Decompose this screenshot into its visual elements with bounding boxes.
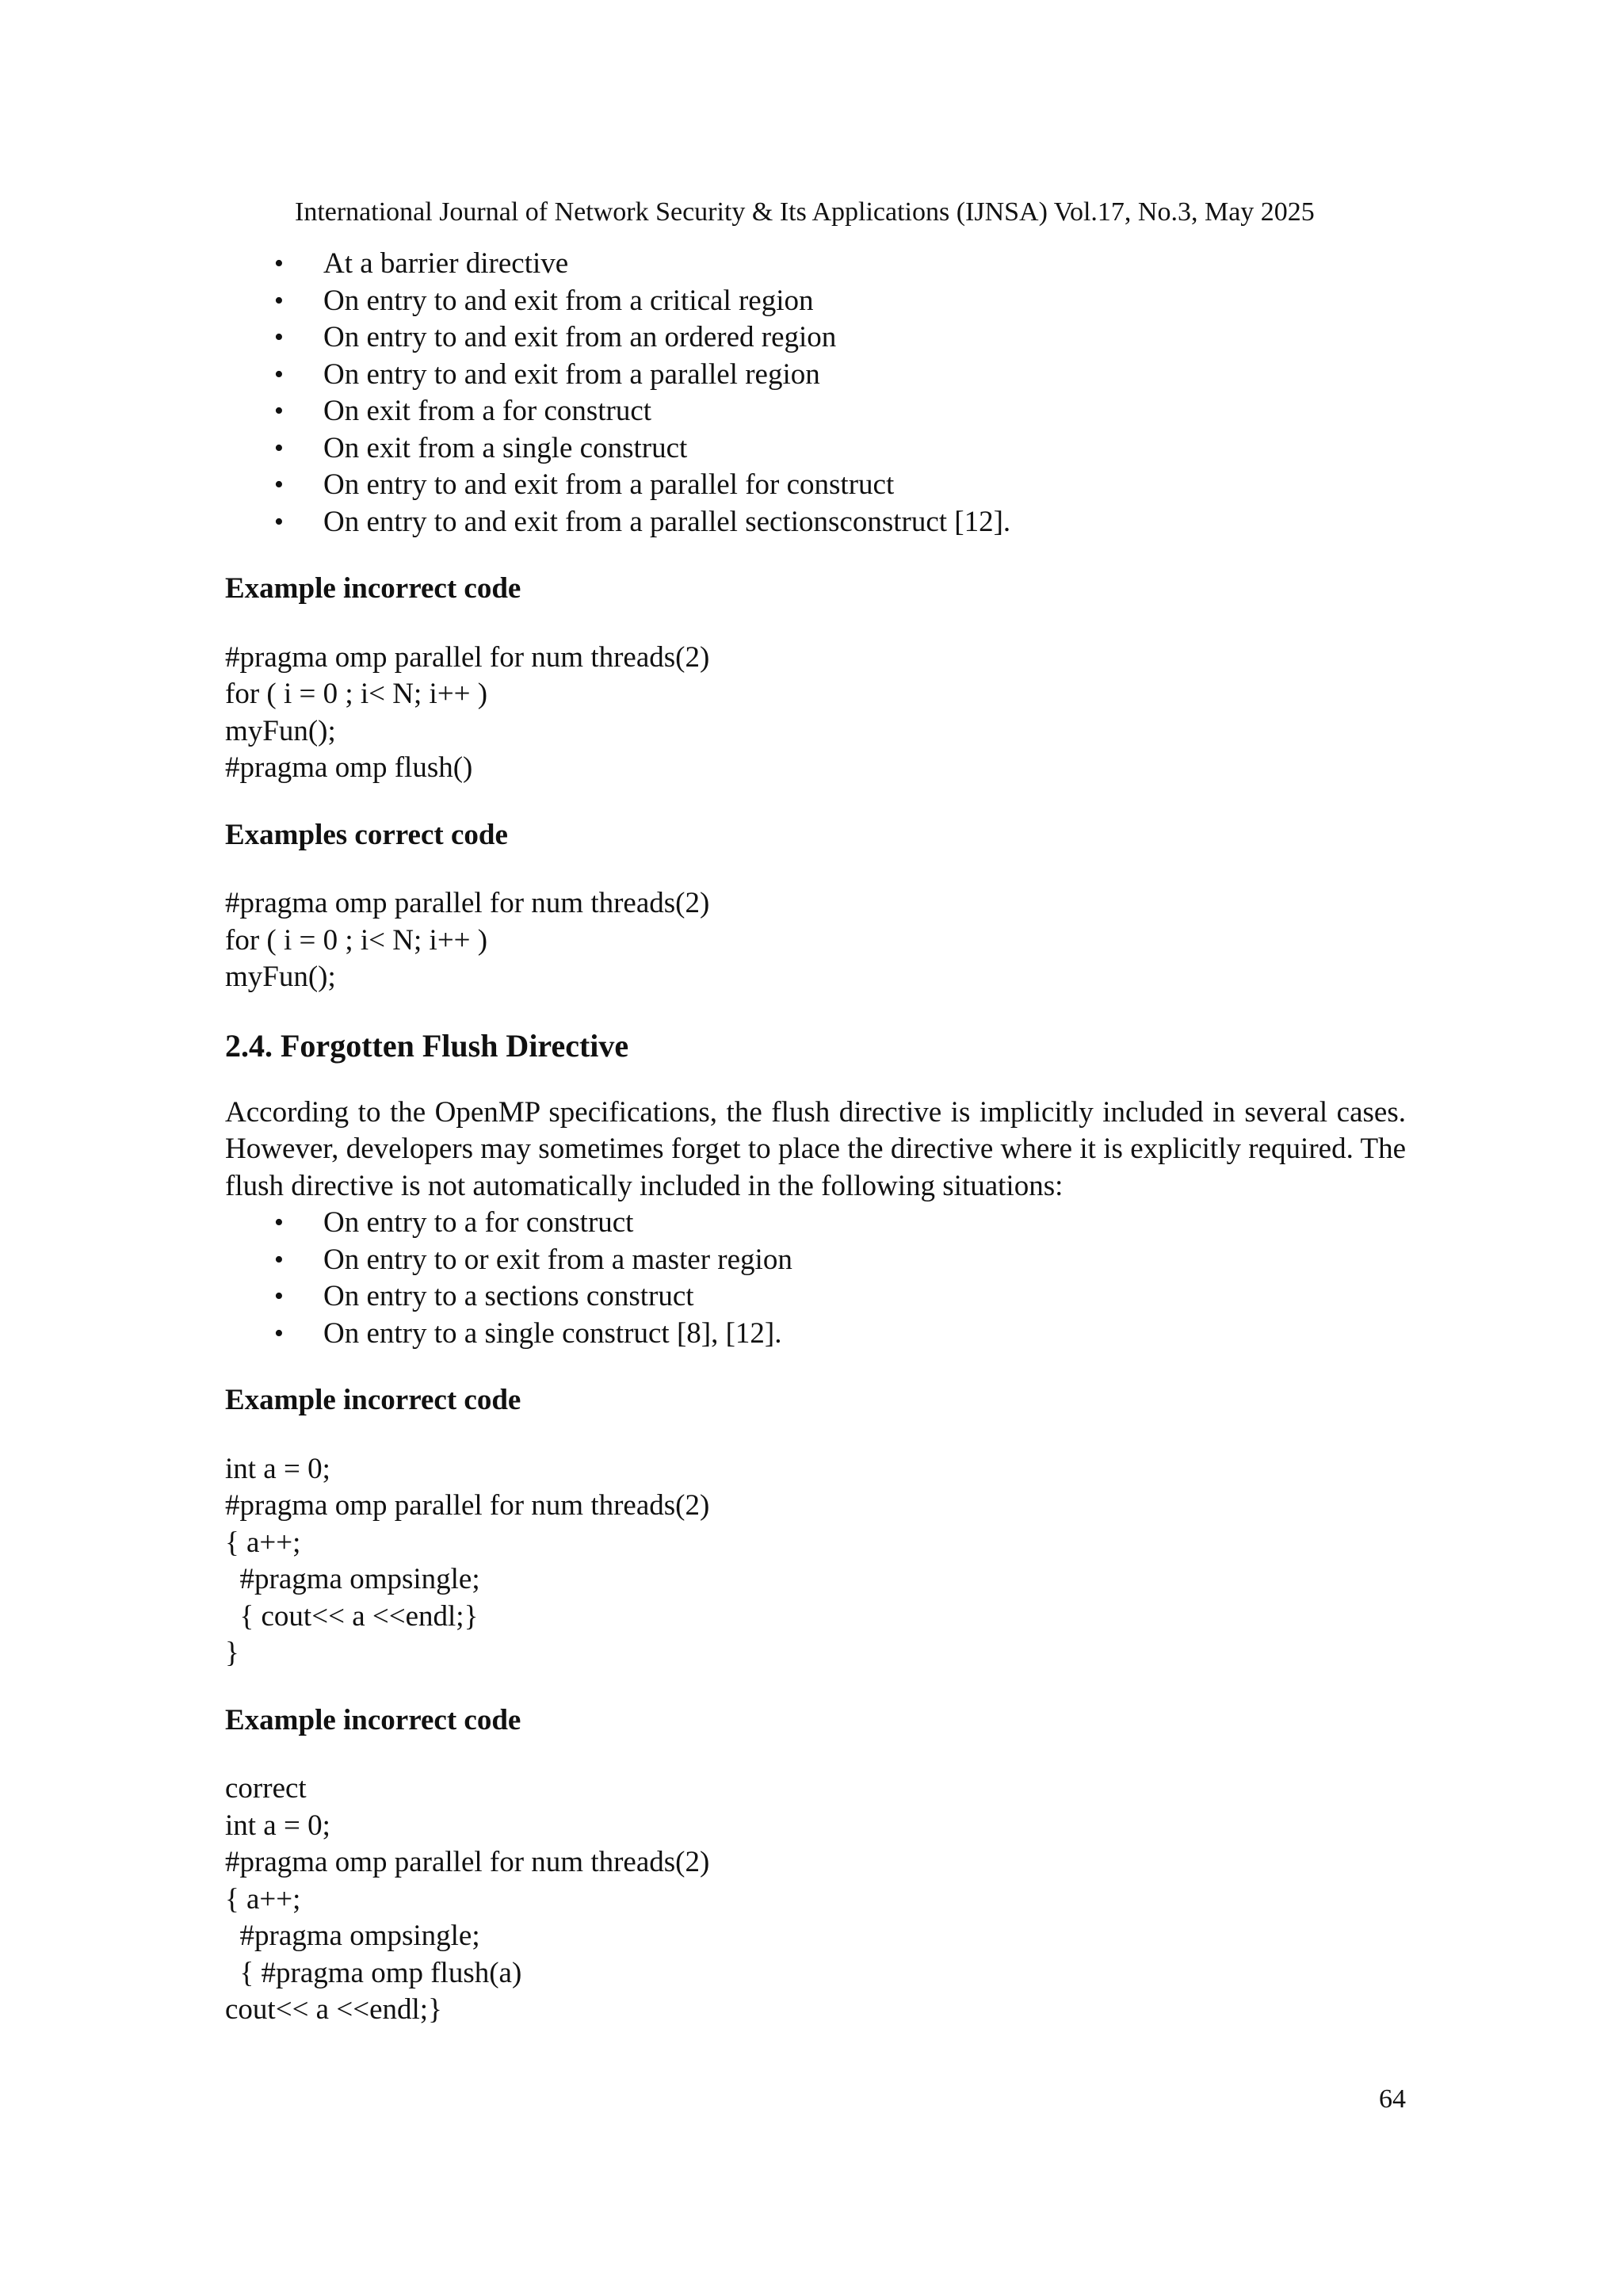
list-item: • On entry to a for construct: [225, 1205, 1406, 1242]
code-line: #pragma ompsingle;: [225, 1563, 480, 1595]
list-item: • On entry to a single construct [8], [12].: [225, 1316, 1406, 1353]
list-item: • On entry to or exit from a master region: [225, 1242, 1406, 1279]
list-item: • On entry to and exit from an ordered region: [225, 319, 1406, 357]
example-heading: Example incorrect code: [225, 1703, 521, 1736]
section-heading: 2.4. Forgotten Flush Directive: [225, 1027, 629, 1064]
example-heading: Example incorrect code: [225, 572, 521, 605]
code-line: for ( i = 0 ; i< N; i++ ): [225, 923, 488, 957]
list-item: • On exit from a single construct: [225, 430, 1406, 468]
list-item: • On entry to and exit from a parallel for construct: [225, 467, 1406, 504]
list-item: • On exit from a for construct: [225, 393, 1406, 430]
list-item: • On entry to and exit from a parallel region: [225, 357, 1406, 394]
example-heading: Example incorrect code: [225, 1384, 521, 1416]
page-content: [225, 246, 1406, 2029]
code-line: #pragma ompsingle;: [225, 1920, 480, 1952]
code-line: myFun();: [225, 714, 336, 747]
code-line: correct: [225, 1772, 307, 1805]
code-line: { cout<< a <<endl;}: [225, 1599, 479, 1633]
code-line: cout<< a <<endl;}: [225, 1993, 442, 2026]
page-number: 64: [1379, 2084, 1406, 2114]
code-block: [225, 1771, 1406, 2029]
code-line: myFun();: [225, 961, 336, 993]
code-line: #pragma omp parallel for num threads(2): [225, 887, 710, 919]
code-line: { a++;: [225, 1526, 301, 1559]
list-item: • On entry to and exit from a critical region: [225, 283, 1406, 320]
body-paragraph: According to the OpenMP specifications, the flush directive is implicitly included in several cases. However, developers may sometimes forget to place the directive where it is explicitly required. The flush directive is not automatically included in the following situations:: [225, 1095, 1406, 1202]
code-block: [225, 1451, 1406, 1672]
no-flush-list: [225, 1205, 1406, 1352]
code-line: int a = 0;: [225, 1809, 330, 1842]
code-block: [225, 885, 1406, 996]
code-line: int a = 0;: [225, 1452, 330, 1485]
list-item: • On entry to a sections construct: [225, 1278, 1406, 1316]
list-item: • On entry to and exit from a parallel sectionsconstruct [12].: [225, 504, 1406, 541]
code-line: #pragma omp parallel for num threads(2): [225, 1846, 710, 1878]
implicit-flush-list: [225, 246, 1406, 541]
code-line: #pragma omp parallel for num threads(2): [225, 640, 710, 674]
code-line: #pragma omp parallel for num threads(2): [225, 1489, 710, 1522]
code-line: { a++;: [225, 1882, 301, 1916]
code-line: for ( i = 0 ; i< N; i++ ): [225, 678, 488, 710]
code-line: #pragma omp flush(): [225, 751, 473, 784]
running-header: International Journal of Network Security & Its Applications (IJNSA) Vol.17, No.3, May 2025: [295, 197, 1315, 227]
example-heading: Examples correct code: [225, 818, 508, 851]
code-block: [225, 640, 1406, 787]
code-line: { #pragma omp flush(a): [225, 1956, 522, 1989]
list-item: • At a barrier directive: [225, 246, 1406, 283]
code-line: }: [225, 1637, 239, 1669]
